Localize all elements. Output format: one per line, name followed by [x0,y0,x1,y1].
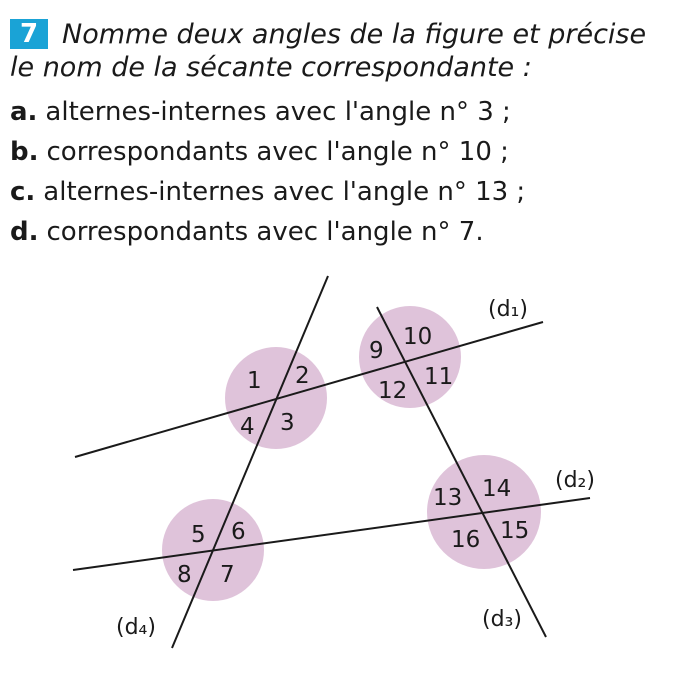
line-d4 [172,276,328,648]
exercise-block [10,18,690,252]
line-label-d2: (d₂) [555,468,595,493]
angle-label: 1 [247,368,262,394]
item-letter: d. [10,217,39,247]
angle-label: 2 [295,363,310,389]
item-letter: c. [10,177,36,207]
instruction-line-2: le nom de la sécante correspondante : [10,52,532,83]
angle-label: 15 [500,518,530,544]
line-label-d3: (d₃) [482,607,522,632]
angle-label: 9 [369,338,384,364]
question-item-d [10,212,690,252]
angle-label: 8 [177,562,192,588]
item-letter: a. [10,97,38,127]
item-text: alternes-internes avec l'angle n° 13 ; [43,177,526,207]
angle-label: 14 [482,476,512,502]
question-item-b [10,132,690,172]
item-text: correspondants avec l'angle n° 7. [46,217,484,247]
angle-label: 6 [231,519,246,545]
question-item-a [10,92,690,132]
exercise-number-badge: 7 [10,19,48,49]
angle-label: 5 [191,522,206,548]
item-letter: b. [10,137,39,167]
line-label-d4: (d₄) [116,615,156,640]
exercise-header [10,18,690,84]
item-text: correspondants avec l'angle n° 10 ; [46,137,509,167]
question-list [10,92,690,252]
instruction-line-1: Nomme deux angles de la figure et précise [62,19,647,50]
question-item-c [10,172,690,212]
geometry-figure [0,270,700,684]
angle-label: 12 [378,378,408,404]
angle-label: 13 [433,485,463,511]
angle-label: 7 [220,562,235,588]
item-text: alternes-internes avec l'angle n° 3 ; [45,97,511,127]
angle-label: 16 [451,527,481,553]
angle-label: 10 [403,324,433,350]
line-label-d1: (d₁) [488,297,528,322]
angle-label: 11 [424,364,454,390]
angle-label: 4 [240,414,255,440]
angle-label: 3 [280,410,295,436]
